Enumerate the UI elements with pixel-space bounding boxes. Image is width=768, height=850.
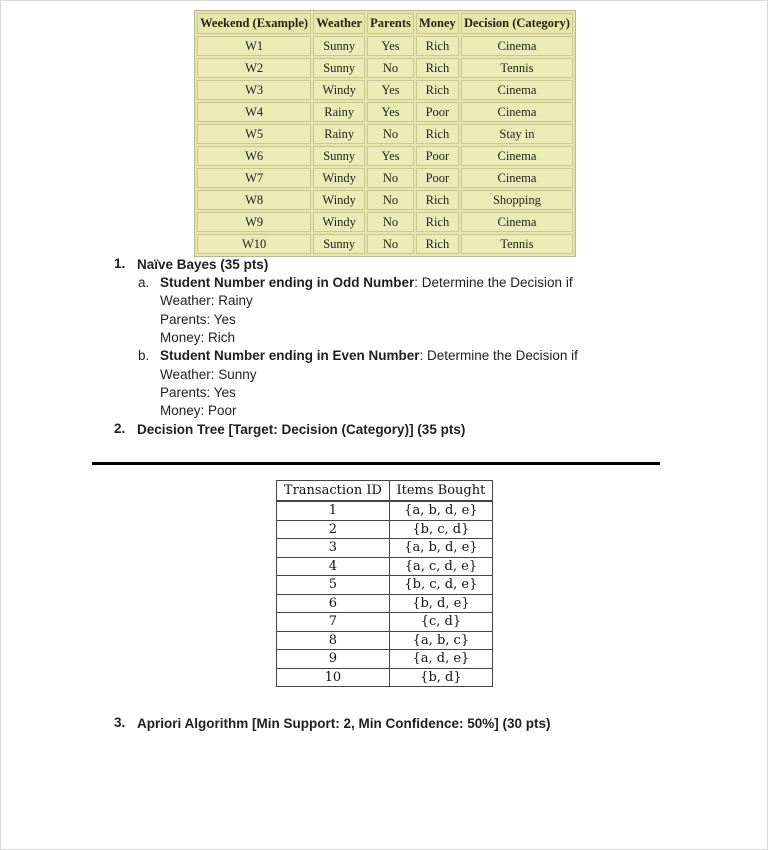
transaction-table-cell: {c, d} xyxy=(389,613,492,632)
weekend-table-cell: Sunny xyxy=(313,36,365,56)
weekend-table-cell: Yes xyxy=(367,146,414,166)
q2-title: Decision Tree [Target: Decision (Category)] (35 pts) xyxy=(137,422,466,437)
weekend-table-cell: No xyxy=(367,58,414,78)
q1b-prompt xyxy=(160,347,578,365)
weekend-table-header-cell: Weather xyxy=(313,13,365,34)
weekend-table-body xyxy=(197,36,573,254)
weekend-table-cell: Yes xyxy=(367,80,414,100)
weekend-table-cell: Yes xyxy=(367,102,414,122)
transaction-table-header-cell: Transaction ID xyxy=(277,481,390,502)
weekend-table-cell: Cinema xyxy=(461,146,573,166)
weekend-table-cell: Tennis xyxy=(461,234,573,254)
weekend-table-cell: W6 xyxy=(197,146,311,166)
weekend-table-row xyxy=(197,234,573,254)
weekend-table-cell: Windy xyxy=(313,190,365,210)
weekend-table-row xyxy=(197,124,573,144)
weekend-table-cell: Rich xyxy=(416,234,459,254)
weekend-decision-table xyxy=(194,10,576,257)
weekend-table-row xyxy=(197,146,573,166)
weekend-table-header-cell: Decision (Category) xyxy=(461,13,573,34)
transaction-table-cell: 7 xyxy=(277,613,390,632)
weekend-table-row xyxy=(197,168,573,188)
weekend-table-cell: Cinema xyxy=(461,80,573,100)
q1b-line-parents: Parents: Yes xyxy=(160,385,236,400)
weekend-table-cell: No xyxy=(367,124,414,144)
weekend-table-row xyxy=(197,80,573,100)
weekend-table-cell: Cinema xyxy=(461,102,573,122)
weekend-table-cell: W10 xyxy=(197,234,311,254)
q1a-line-parents: Parents: Yes xyxy=(160,312,236,327)
transaction-table-cell: {b, d, e} xyxy=(389,594,492,613)
q3-number: 3. xyxy=(114,715,126,730)
weekend-table-cell: Sunny xyxy=(313,58,365,78)
weekend-table-cell: No xyxy=(367,168,414,188)
weekend-table-header-cell: Money xyxy=(416,13,459,34)
weekend-table-cell: Stay in xyxy=(461,124,573,144)
weekend-table-cell: Cinema xyxy=(461,168,573,188)
q3-title: Apriori Algorithm [Min Support: 2, Min Confidence: 50%] (30 pts) xyxy=(137,716,551,731)
transaction-table-cell: 4 xyxy=(277,557,390,576)
weekend-table-cell: Cinema xyxy=(461,36,573,56)
q1a-text: : Determine the Decision if xyxy=(414,275,573,290)
transaction-table-row xyxy=(277,594,493,613)
transaction-table-row xyxy=(277,576,493,595)
q1b-text: : Determine the Decision if xyxy=(419,348,578,363)
transaction-table-row xyxy=(277,539,493,558)
weekend-table-cell: Cinema xyxy=(461,212,573,232)
weekend-table-cell: Rich xyxy=(416,212,459,232)
transaction-table-cell: 6 xyxy=(277,594,390,613)
transaction-table-cell: 2 xyxy=(277,520,390,539)
q1a-prompt xyxy=(160,274,573,292)
q1a-marker: a. xyxy=(138,275,150,290)
transaction-table-cell: 1 xyxy=(277,501,390,520)
transaction-table-row xyxy=(277,668,493,687)
transaction-table-cell: {a, b, c} xyxy=(389,631,492,650)
q1b-line-weather: Weather: Sunny xyxy=(160,367,257,382)
weekend-table-cell: Rich xyxy=(416,190,459,210)
transaction-table xyxy=(276,480,493,687)
weekend-table-cell: W5 xyxy=(197,124,311,144)
weekend-table-cell: Windy xyxy=(313,212,365,232)
weekend-table-cell: No xyxy=(367,212,414,232)
weekend-table-cell: Rich xyxy=(416,36,459,56)
section-divider xyxy=(92,462,660,465)
weekend-table-cell: Poor xyxy=(416,146,459,166)
weekend-table-row xyxy=(197,212,573,232)
transaction-table-cell: 8 xyxy=(277,631,390,650)
weekend-table-cell: W3 xyxy=(197,80,311,100)
transaction-table-cell: {a, c, d, e} xyxy=(389,557,492,576)
q1a-bold: Student Number ending in Odd Number xyxy=(160,275,415,290)
weekend-table-cell: W2 xyxy=(197,58,311,78)
weekend-table-row xyxy=(197,102,573,122)
transaction-table-header-cell: Items Bought xyxy=(389,481,492,502)
weekend-table-cell: Windy xyxy=(313,168,365,188)
weekend-table-row xyxy=(197,36,573,56)
q1-title: Naïve Bayes (35 pts) xyxy=(137,257,269,272)
transaction-table-row xyxy=(277,520,493,539)
transaction-table-header-row xyxy=(277,481,493,502)
q1-number: 1. xyxy=(114,256,126,271)
weekend-table-cell: W1 xyxy=(197,36,311,56)
weekend-table-cell: No xyxy=(367,190,414,210)
weekend-table-cell: Rich xyxy=(416,80,459,100)
weekend-table-header-cell: Weekend (Example) xyxy=(197,13,311,34)
transaction-table-row xyxy=(277,650,493,669)
weekend-table-cell: W9 xyxy=(197,212,311,232)
transaction-table-body xyxy=(277,501,493,687)
weekend-table-cell: Yes xyxy=(367,36,414,56)
transaction-table-cell: 10 xyxy=(277,668,390,687)
transaction-table-cell: 5 xyxy=(277,576,390,595)
transaction-table-cell: 3 xyxy=(277,539,390,558)
weekend-table-header-cell: Parents xyxy=(367,13,414,34)
q1a-line-weather: Weather: Rainy xyxy=(160,293,253,308)
weekend-table-row xyxy=(197,58,573,78)
transaction-table-cell: {a, b, d, e} xyxy=(389,539,492,558)
weekend-table-cell: Rainy xyxy=(313,124,365,144)
weekend-table-cell: W4 xyxy=(197,102,311,122)
weekend-table-cell: Rainy xyxy=(313,102,365,122)
q2-number: 2. xyxy=(114,421,126,436)
weekend-table-cell: Rich xyxy=(416,124,459,144)
q1b-line-money: Money: Poor xyxy=(160,403,237,418)
transaction-table-cell: 9 xyxy=(277,650,390,669)
weekend-table-cell: W8 xyxy=(197,190,311,210)
transaction-table-row xyxy=(277,557,493,576)
weekend-table-cell: Sunny xyxy=(313,234,365,254)
weekend-table-cell: Tennis xyxy=(461,58,573,78)
weekend-table-cell: Shopping xyxy=(461,190,573,210)
transaction-table-cell: {b, c, d} xyxy=(389,520,492,539)
q1b-bold: Student Number ending in Even Number xyxy=(160,348,420,363)
weekend-table-cell: Sunny xyxy=(313,146,365,166)
transaction-table-cell: {a, d, e} xyxy=(389,650,492,669)
q1b-marker: b. xyxy=(138,348,150,363)
weekend-table-cell: Poor xyxy=(416,168,459,188)
transaction-table-cell: {b, d} xyxy=(389,668,492,687)
weekend-table-cell: Rich xyxy=(416,58,459,78)
transaction-table-cell: {b, c, d, e} xyxy=(389,576,492,595)
weekend-table-cell: W7 xyxy=(197,168,311,188)
transaction-table-row xyxy=(277,631,493,650)
q1a-line-money: Money: Rich xyxy=(160,330,236,345)
weekend-table-cell: No xyxy=(367,234,414,254)
transaction-table-row xyxy=(277,501,493,520)
weekend-table-header-row xyxy=(197,13,573,34)
weekend-table-row xyxy=(197,190,573,210)
transaction-table-row xyxy=(277,613,493,632)
weekend-table-cell: Poor xyxy=(416,102,459,122)
weekend-table-cell: Windy xyxy=(313,80,365,100)
transaction-table-cell: {a, b, d, e} xyxy=(389,501,492,520)
